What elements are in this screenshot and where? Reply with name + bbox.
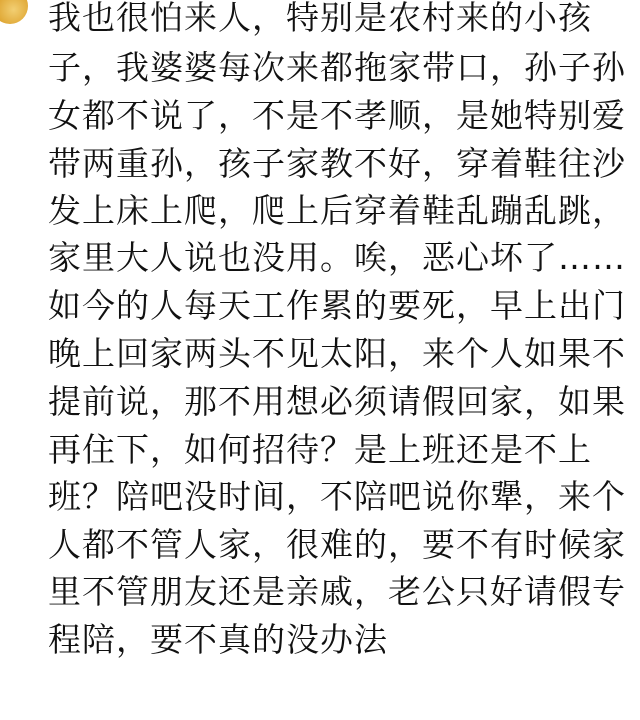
comment-line-9: 提前说，那不用想必须请假回家，如果 [48, 382, 626, 421]
comment-line-1: 我也很怕来人，特别是农村来的小孩 [48, 0, 592, 37]
comment-line-11: 班？陪吧没时间，不陪吧说你犟，来个 [48, 477, 626, 516]
comment-line-8: 晚上回家两头不见太阳，来个人如果不 [48, 334, 626, 373]
comment-line-4: 带两重孙，孩子家教不好，穿着鞋往沙 [48, 144, 626, 183]
comment-line-2: 子，我婆婆每次来都拖家带口，孙子孙 [48, 48, 626, 87]
comment-line-7: 如今的人每天工作累的要死，早上出门 [48, 286, 626, 325]
avatar-icon [0, 0, 28, 24]
comment-line-13: 里不管朋友还是亲戚，老公只好请假专 [48, 572, 626, 611]
comment-line-12: 人都不管人家，很难的，要不有时候家 [48, 525, 626, 564]
comment-line-3: 女都不说了，不是不孝顺，是她特别爱 [48, 96, 626, 135]
comment-line-6: 家里大人说也没用。唉，恶心坏了…… [48, 238, 626, 277]
comment-line-10: 再住下，如何招待？是上班还是不上 [48, 430, 592, 469]
comment-line-14: 程陪，要不真的没办法 [48, 620, 388, 659]
comment-line-5: 发上床上爬，爬上后穿着鞋乱蹦乱跳， [48, 191, 626, 230]
